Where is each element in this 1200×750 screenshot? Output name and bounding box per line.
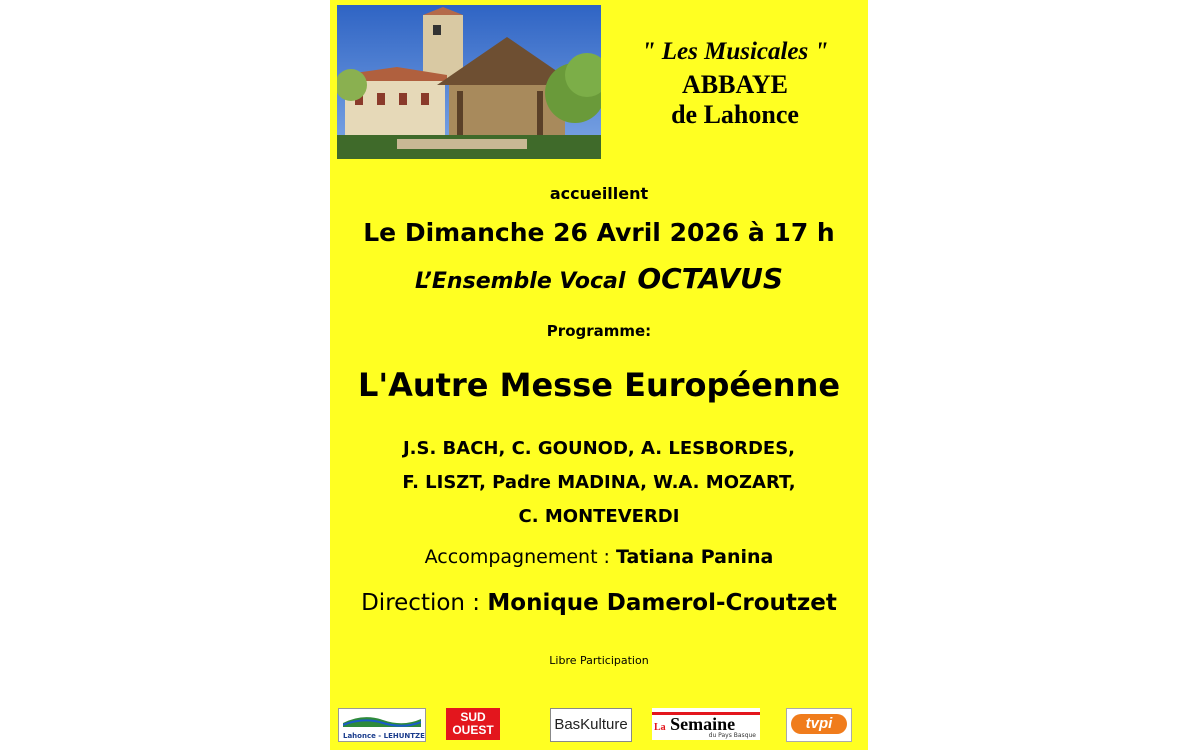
semaine-logo (652, 708, 760, 740)
lahonce-logo (338, 708, 426, 742)
composer-list (330, 432, 868, 534)
ensemble-name: OCTAVUS (637, 262, 783, 295)
programme-title: L'Autre Messe Européenne (357, 366, 841, 404)
series-title: " Les Musicales " (641, 38, 829, 65)
semaine-logo-word: Semaine (670, 714, 736, 734)
venue-line-2: de Lahonce (671, 100, 799, 129)
direction-line (330, 590, 868, 616)
intro-text: accueillent (549, 184, 649, 203)
ensemble-prefix: L’Ensemble Vocal (415, 269, 626, 294)
venue-line-1: ABBAYE (682, 70, 788, 99)
semaine-logo-la: La (654, 722, 666, 733)
ensemble-line (330, 262, 868, 295)
direction-name: Monique Damerol-Croutzet (487, 590, 837, 616)
basculture-logo: BasKulture (550, 708, 632, 742)
lahonce-logo-text: Lahonce - LEHUNTZE (343, 732, 425, 740)
poster-header (605, 36, 865, 130)
participation-text: Libre Participation (549, 654, 649, 667)
tvpi-logo-text: tvpi (791, 714, 847, 734)
direction-label: Direction : (361, 590, 481, 616)
semaine-logo-subtitle: du Pays Basque (708, 732, 756, 739)
composer-line: F. LISZT, Padre MADINA, W.A. MOZART, (402, 472, 796, 493)
concert-poster (330, 0, 868, 750)
composer-line: C. MONTEVERDI (518, 506, 680, 527)
sponsor-logos (330, 708, 868, 742)
sudouest-logo: SUD OUEST (446, 708, 500, 740)
tvpi-logo (786, 708, 852, 742)
event-date: Le Dimanche 26 Avril 2026 à 17 h (363, 218, 835, 247)
accompaniment-label: Accompagnement : (424, 546, 610, 568)
abbey-photo (337, 5, 601, 159)
accompaniment-name: Tatiana Panina (616, 546, 774, 568)
programme-label: Programme: (546, 322, 652, 340)
accompaniment-line (330, 546, 868, 568)
composer-line: J.S. BACH, C. GOUNOD, A. LESBORDES, (402, 438, 796, 459)
